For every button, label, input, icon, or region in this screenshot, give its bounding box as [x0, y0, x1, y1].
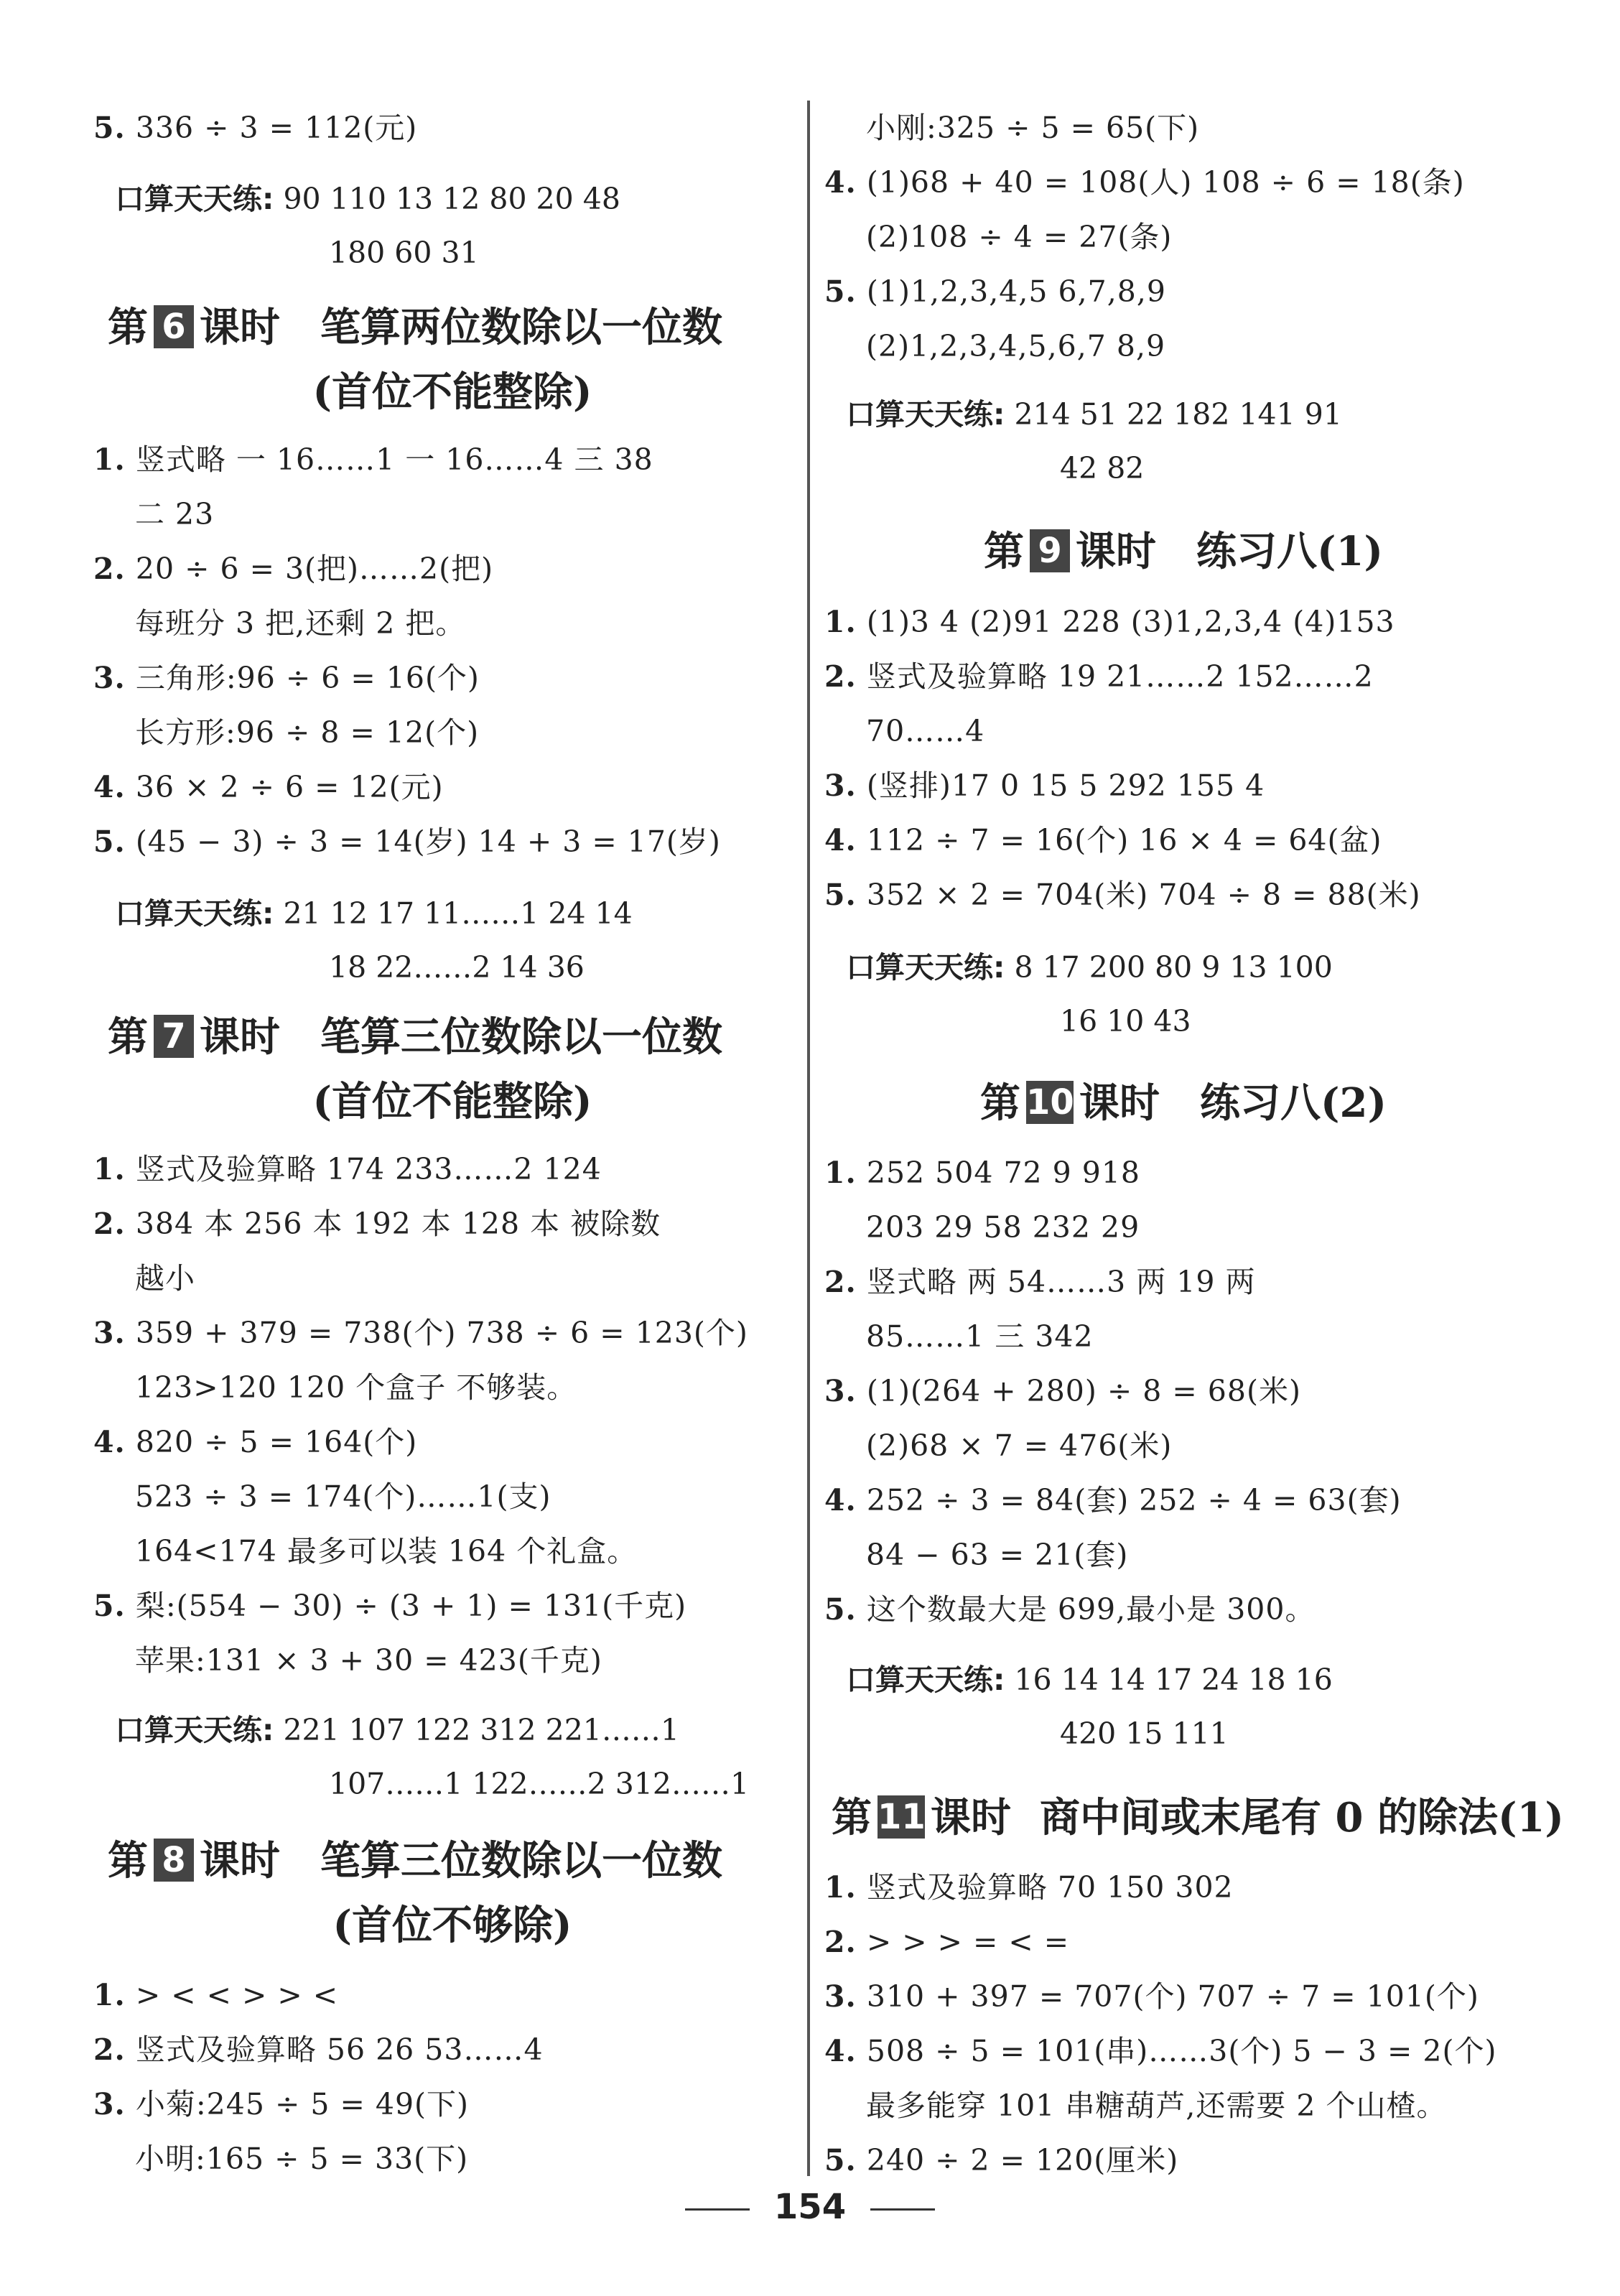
item-text: 240 ÷ 2 = 120(厘米) — [866, 2143, 1179, 2178]
lesson-title: 笔算两位数除以一位数 — [320, 304, 722, 351]
item-text: 竖式及验算略 70 150 302 — [866, 1870, 1234, 1905]
oral-practice-block — [846, 941, 1333, 1049]
item-continuation: 长方形:96 ÷ 8 = 12(个) — [135, 715, 480, 750]
item-text: 20 ÷ 6 = 3(把)……2(把) — [135, 552, 494, 586]
item-number: 1. — [824, 605, 857, 639]
oral-practice-values: 180 60 31 — [329, 236, 479, 270]
item-text: (竖排)17 0 15 5 292 155 4 — [866, 768, 1265, 803]
lesson-title: 笔算三位数除以一位数 — [320, 1013, 722, 1061]
item-text: 336 ÷ 3 = 112(元) — [135, 111, 418, 145]
oral-practice-label: 口算天天练: — [846, 1663, 1005, 1697]
oral-practice-values: 221 107 122 312 221……1 — [283, 1713, 679, 1747]
oral-practice-label: 口算天天练: — [846, 950, 1005, 985]
oral-practice-values: 214 51 22 182 141 91 — [1014, 397, 1342, 432]
item-continuation: (2)1,2,3,4,5,6,7 8,9 — [866, 329, 1166, 363]
item-text: 36 × 2 ÷ 6 = 12(元) — [135, 770, 444, 804]
lesson-title: 笔算三位数除以一位数 — [320, 1837, 722, 1884]
item-text: 384 本 256 本 192 本 128 本 被除数 — [135, 1207, 661, 1241]
item-continuation: 84 − 63 = 21(套) — [866, 1538, 1129, 1572]
lesson-title: 商中间或末尾有 0 的除法(1) — [1040, 1794, 1564, 1841]
lesson-number-badge: 8 — [154, 1839, 194, 1882]
lesson-subtitle: (首位不够除) — [332, 1902, 572, 1949]
item-text: 252 ÷ 3 = 84(套) 252 ÷ 4 = 63(套) — [866, 1483, 1402, 1518]
item-number: 4. — [824, 2034, 857, 2068]
item-text: 112 ÷ 7 = 16(个) 16 × 4 = 64(盆) — [866, 823, 1382, 857]
lesson-heading: 第 8 课时 笔算三位数除以一位数 (首位不够除) — [108, 1828, 797, 1957]
item-text: 小菊:245 ÷ 5 = 49(下) — [135, 2087, 470, 2121]
oral-practice-block — [115, 1704, 749, 1811]
item-number: 1. — [93, 1978, 126, 2012]
item-text: 三角形:96 ÷ 6 = 16(个) — [135, 661, 480, 695]
oral-practice-values: 8 17 200 80 9 13 100 — [1014, 950, 1333, 985]
oral-practice-block — [846, 388, 1342, 496]
item-continuation: 523 ÷ 3 = 174(个)……1(支) — [135, 1479, 551, 1514]
lesson-title: 练习八(1) — [1196, 528, 1383, 575]
lesson-number-badge: 10 — [1026, 1082, 1074, 1123]
item-text: 竖式略 两 54……3 两 19 两 — [866, 1265, 1256, 1299]
item-number: 2. — [824, 1265, 857, 1299]
item-number: 3. — [93, 661, 126, 695]
item-text: 252 504 72 9 918 — [866, 1156, 1141, 1190]
lesson-number-badge: 7 — [154, 1015, 194, 1058]
item-text: 820 ÷ 5 = 164(个) — [135, 1425, 418, 1459]
item-number: 5. — [824, 1592, 857, 1627]
item-text: 310 + 397 = 707(个) 707 ÷ 7 = 101(个) — [866, 1979, 1479, 2014]
item-text: 508 ÷ 5 = 101(串)……3(个) 5 − 3 = 2(个) — [866, 2034, 1497, 2068]
item-number: 3. — [824, 1979, 857, 2014]
item-number: 4. — [93, 770, 126, 804]
item-number: 2. — [824, 659, 857, 694]
item-text: (1)68 + 40 = 108(人) 108 ÷ 6 = 18(条) — [866, 165, 1465, 200]
answer-list — [824, 1145, 1402, 1637]
item-number: 1. — [824, 1870, 857, 1905]
item-continuation: 203 29 58 232 29 — [866, 1210, 1140, 1245]
item-number: 4. — [824, 823, 857, 857]
item-continuation: 每班分 3 把,还剩 2 把。 — [135, 606, 466, 641]
lesson-subtitle: (首位不能整除) — [312, 368, 592, 416]
item-number: 3. — [93, 1316, 126, 1350]
item-continuation: 最多能穿 101 串糖葫芦,还需要 2 个山楂。 — [866, 2088, 1447, 2123]
item-continuation: 164<174 最多可以装 164 个礼盒。 — [135, 1534, 638, 1568]
answer-list — [93, 1968, 544, 2186]
item-continuation: 85……1 三 342 — [866, 1319, 1094, 1354]
item-continuation: 小刚:325 ÷ 5 = 65(下) — [866, 111, 1200, 145]
answer-list — [824, 101, 1465, 373]
lesson-heading: 第 10 课时 练习八(2) — [980, 1079, 1387, 1127]
item-continuation: (2)108 ÷ 4 = 27(条) — [866, 220, 1173, 254]
oral-practice-values: 90 110 13 12 80 20 48 — [283, 182, 620, 216]
answer-item — [93, 101, 417, 155]
item-text: (1)(264 + 280) ÷ 8 = 68(米) — [866, 1374, 1301, 1408]
lesson-number-badge: 9 — [1030, 529, 1070, 572]
page-number: 154 — [0, 2187, 1620, 2227]
item-text: 359 + 379 = 738(个) 738 ÷ 6 = 123(个) — [135, 1316, 748, 1350]
oral-practice-values: 18 22……2 14 36 — [329, 950, 585, 985]
lesson-heading: 第 7 课时 笔算三位数除以一位数 (首位不能整除) — [108, 1004, 797, 1133]
item-text: 竖式及验算略 174 233……2 124 — [135, 1152, 602, 1186]
item-number: 3. — [93, 2087, 126, 2121]
oral-practice-values: 16 14 14 17 24 18 16 — [1014, 1663, 1333, 1697]
oral-practice-values: 420 15 111 — [1060, 1716, 1229, 1751]
item-number: 5. — [824, 878, 857, 912]
lesson-heading: 第 11 课时 商中间或末尾有 0 的除法(1) — [832, 1794, 1564, 1841]
item-number: 2. — [93, 552, 126, 586]
item-text: 梨:(554 − 30) ÷ (3 + 1) = 131(千克) — [135, 1589, 687, 1623]
item-number: 4. — [824, 1483, 857, 1518]
item-text: 竖式略 一 16……1 一 16……4 三 38 — [135, 442, 653, 477]
item-continuation: 越小 — [135, 1261, 195, 1296]
item-number: 1. — [824, 1156, 857, 1190]
lesson-heading: 第 9 课时 练习八(1) — [984, 528, 1383, 575]
item-number: 5. — [93, 111, 126, 145]
item-text: > < < > > < — [135, 1978, 339, 2012]
item-number: 2. — [93, 2032, 126, 2067]
answer-list — [93, 432, 721, 869]
item-number: 4. — [93, 1425, 126, 1459]
oral-practice-block — [846, 1653, 1333, 1761]
item-number: 1. — [93, 442, 126, 477]
lesson-number-badge: 6 — [154, 305, 194, 348]
item-number: 2. — [93, 1207, 126, 1241]
item-text: 竖式及验算略 56 26 53……4 — [135, 2032, 544, 2067]
oral-practice-block — [115, 172, 620, 280]
oral-practice-values: 42 82 — [1060, 451, 1145, 485]
answer-list — [93, 1142, 748, 1688]
column-divider — [807, 101, 810, 2176]
item-number: 1. — [93, 1152, 126, 1186]
item-number: 4. — [824, 165, 857, 200]
item-number: 5. — [824, 274, 857, 309]
item-number: 5. — [93, 1589, 126, 1623]
answer-list — [824, 595, 1421, 922]
lesson-number-badge: 11 — [878, 1797, 926, 1837]
item-continuation: (2)68 × 7 = 476(米) — [866, 1428, 1173, 1463]
page-number-dash — [870, 2208, 935, 2211]
lesson-heading: 第 6 课时 笔算两位数除以一位数 (首位不能整除) — [108, 294, 797, 424]
item-continuation: 苹果:131 × 3 + 30 = 423(千克) — [135, 1643, 602, 1678]
lesson-title: 练习八(2) — [1200, 1079, 1387, 1127]
oral-practice-label: 口算天天练: — [115, 182, 274, 216]
answer-list — [824, 1860, 1496, 2188]
item-continuation: 二 23 — [135, 497, 215, 531]
oral-practice-values: 107……1 122……2 312……1 — [329, 1767, 750, 1801]
item-continuation: 小明:165 ÷ 5 = 33(下) — [135, 2142, 469, 2176]
item-text: (1)1,2,3,4,5 6,7,8,9 — [866, 274, 1166, 309]
item-text: 竖式及验算略 19 21……2 152……2 — [866, 659, 1374, 694]
oral-practice-label: 口算天天练: — [115, 896, 274, 931]
oral-practice-values: 21 12 17 11……1 24 14 — [283, 896, 633, 931]
oral-practice-block — [115, 887, 633, 995]
item-number: 2. — [824, 1925, 857, 1959]
item-number: 5. — [824, 2143, 857, 2178]
page-number-dash — [685, 2208, 750, 2211]
item-number: 3. — [824, 1374, 857, 1408]
oral-practice-values: 16 10 43 — [1060, 1004, 1191, 1038]
item-number: 5. — [93, 824, 126, 859]
item-text: 这个数最大是 699,最小是 300。 — [866, 1592, 1316, 1627]
item-number: 3. — [824, 768, 857, 803]
oral-practice-label: 口算天天练: — [846, 397, 1005, 432]
item-text: (45 − 3) ÷ 3 = 14(岁) 14 + 3 = 17(岁) — [135, 824, 721, 859]
item-text: > > > = < = — [866, 1925, 1070, 1959]
item-text: (1)3 4 (2)91 228 (3)1,2,3,4 (4)153 — [866, 605, 1395, 639]
lesson-subtitle: (首位不能整除) — [312, 1078, 592, 1125]
item-continuation: 70……4 — [866, 714, 985, 748]
item-text: 352 × 2 = 704(米) 704 ÷ 8 = 88(米) — [866, 878, 1421, 912]
item-continuation: 123>120 120 个盒子 不够装。 — [135, 1370, 577, 1405]
oral-practice-label: 口算天天练: — [115, 1713, 274, 1747]
